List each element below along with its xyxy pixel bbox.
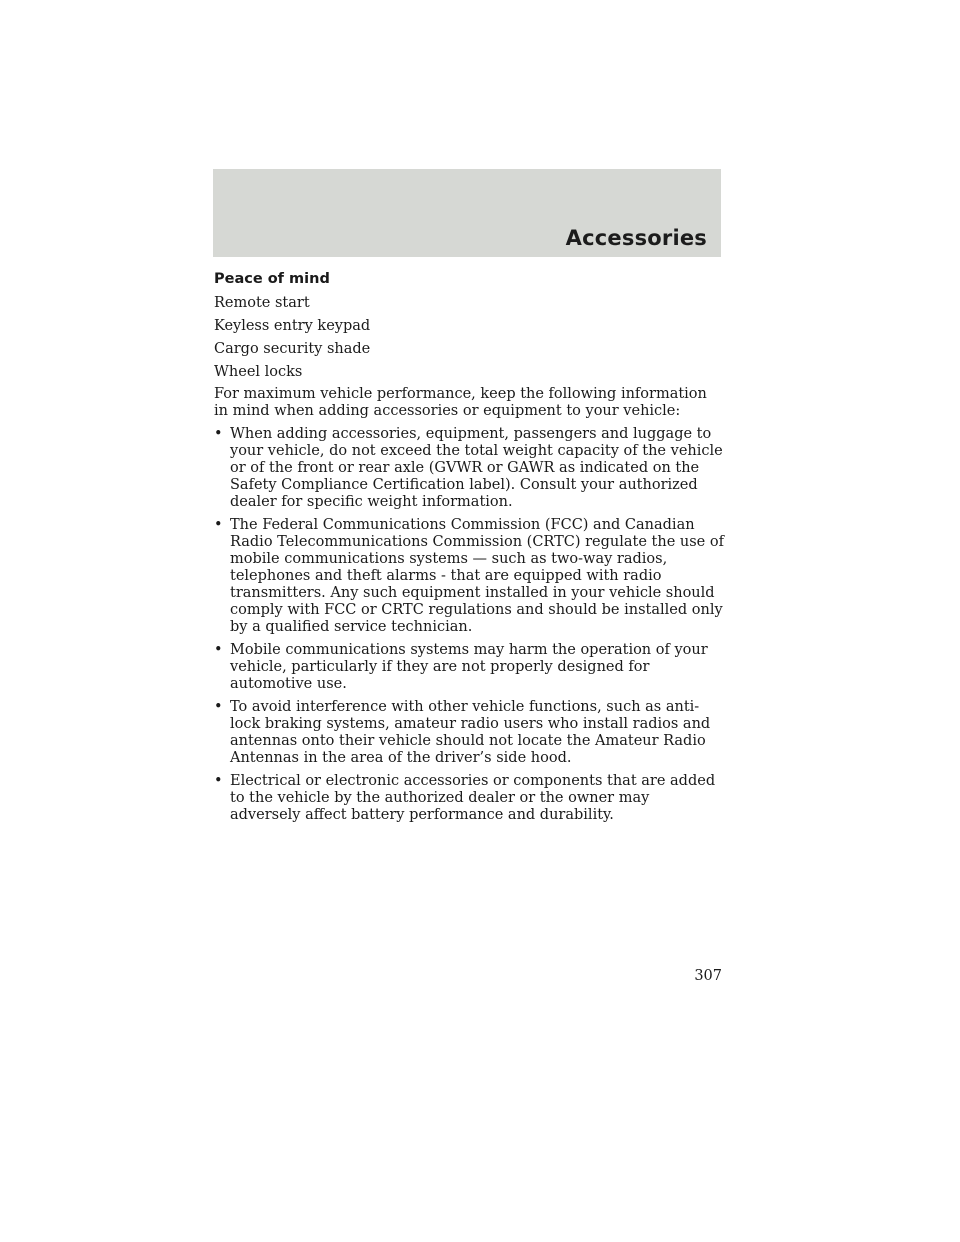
- bullet-item: [214, 517, 724, 636]
- bullet-text: Electrical or electronic accessories or components that are added to the vehicle by the authorized dealer or the owner may adversely affect battery performance and durability.: [230, 773, 716, 823]
- bullet-icon: •: [214, 517, 223, 533]
- bullet-icon: •: [214, 642, 223, 658]
- bullet-item: [214, 773, 724, 824]
- list-item: Cargo security shade: [214, 341, 371, 357]
- bullet-item: [214, 642, 724, 693]
- bullet-text: When adding accessories, equipment, passengers and luggage to your vehicle, do not exceed the total weight capacity of the vehicle or of the front or rear axle (GVWR or GAWR as indicated on the Safety Compliance Certification label). Consult your authorized dealer for specific weight information.: [230, 426, 723, 510]
- section-title: Accessories: [565, 226, 707, 250]
- bullet-text: Mobile communications systems may harm the operation of your vehicle, particularly if they are not properly designed for automotive use.: [230, 642, 708, 692]
- bullet-icon: •: [214, 773, 223, 789]
- page-content: [214, 270, 724, 830]
- intro-paragraph: For maximum vehicle performance, keep the following information in mind when adding accessories or equipment to your vehicle:: [214, 386, 707, 419]
- list-item: Keyless entry keypad: [214, 318, 371, 334]
- bullet-text: To avoid interference with other vehicle functions, such as anti-lock braking systems, amateur radio users who install radios and antennas onto their vehicle should not locate the Amateur Radio Antennas in the area of the driver’s side hood.: [230, 699, 711, 766]
- list-item: Wheel locks: [214, 364, 303, 380]
- page-number: 307: [694, 968, 722, 984]
- bullet-item: [214, 426, 724, 511]
- subheading: Peace of mind: [214, 271, 330, 287]
- section-header-band: [213, 169, 721, 257]
- bullet-list: [214, 426, 724, 824]
- bullet-text: The Federal Communications Commission (FCC) and Canadian Radio Telecommunications Commission (CRTC) regulate the use of mobile communications systems — such as two-way radios, telephones and theft alarms - that are equipped with radio transmitters. Any such equipment installed in your vehicle should comply with FCC or CRTC regulations and should be installed only by a qualified service technician.: [230, 517, 724, 635]
- bullet-item: [214, 699, 724, 767]
- list-item: Remote start: [214, 295, 310, 311]
- bullet-icon: •: [214, 699, 223, 715]
- bullet-icon: •: [214, 426, 223, 442]
